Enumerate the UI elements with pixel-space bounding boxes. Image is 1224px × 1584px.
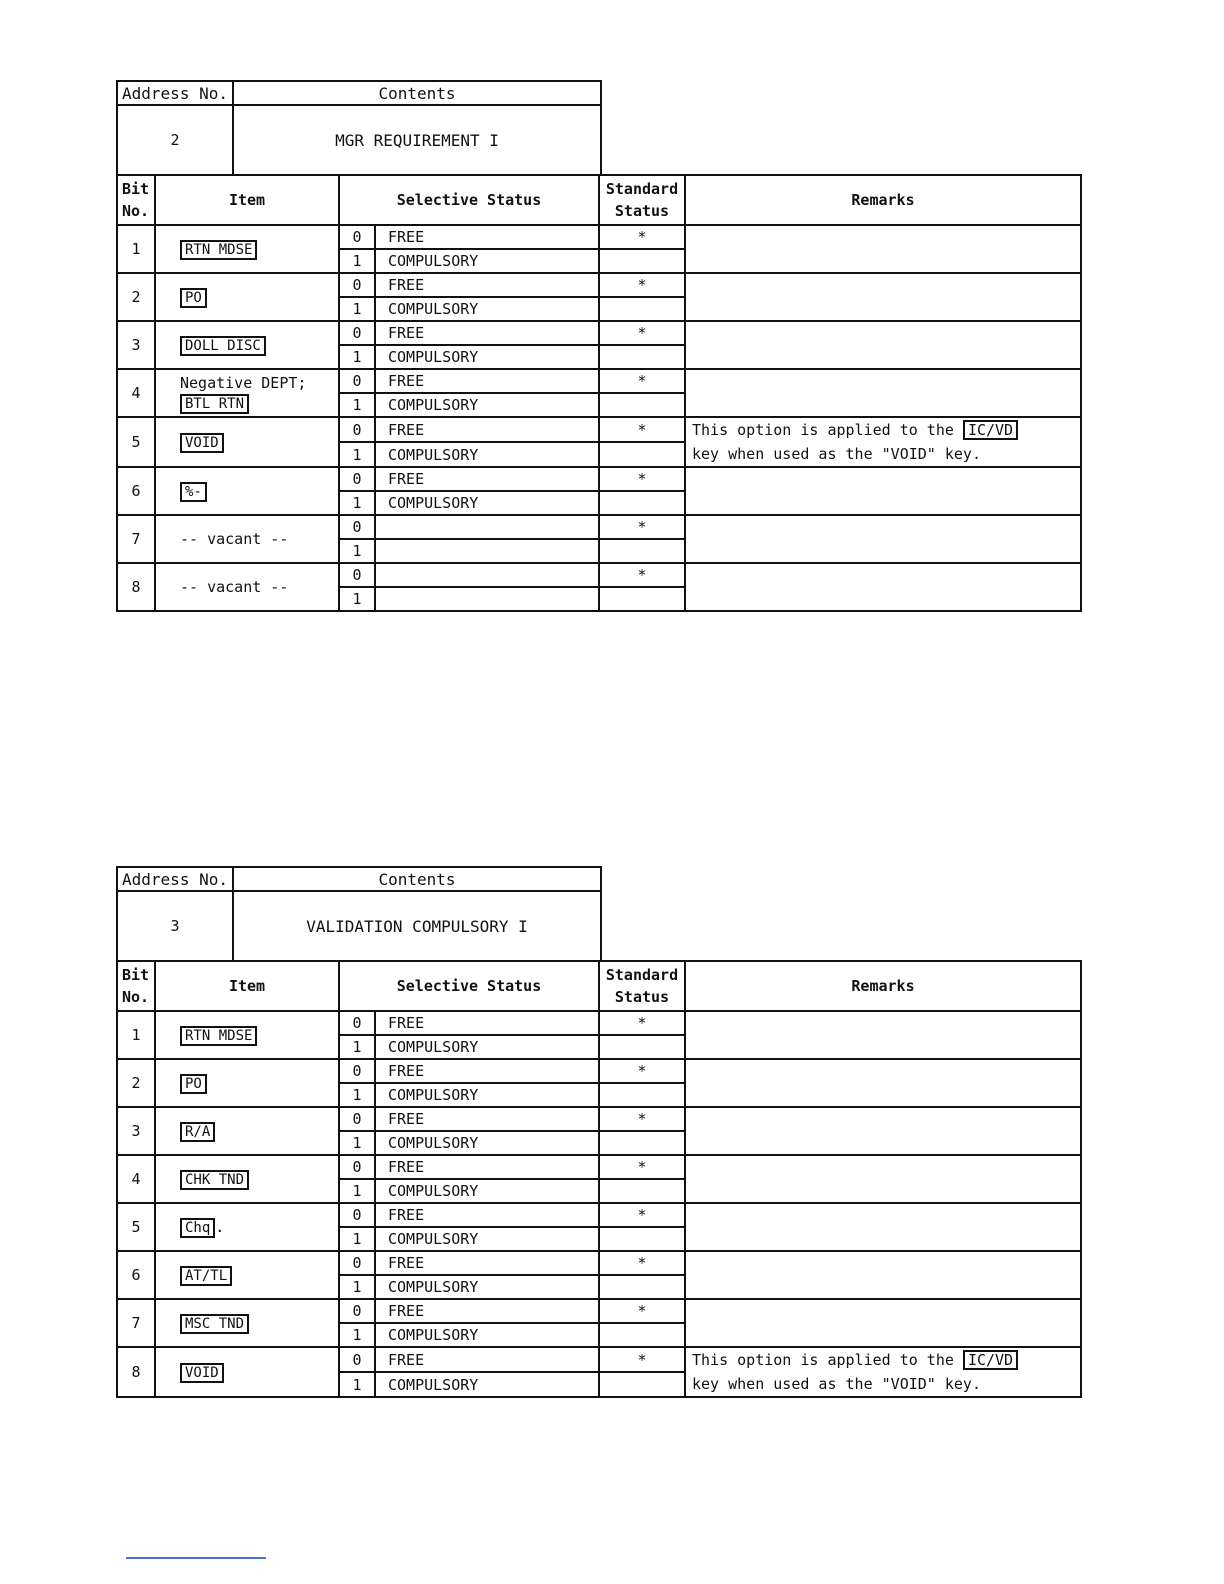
item-cell	[155, 1299, 339, 1347]
status-compulsory: COMPULSORY	[375, 1179, 599, 1203]
status-free: FREE	[375, 1347, 599, 1372]
table-row	[117, 1347, 1081, 1372]
status-compulsory	[375, 587, 599, 611]
remarks-cell	[685, 467, 1081, 515]
item-suffix: .	[215, 1218, 225, 1236]
bit-no-header	[117, 961, 155, 1011]
code-0: 0	[339, 1059, 375, 1083]
code-1: 1	[339, 345, 375, 369]
code-1: 1	[339, 297, 375, 321]
standard-empty	[599, 1275, 685, 1299]
standard-empty	[599, 1323, 685, 1347]
item-cell	[155, 321, 339, 369]
standard-mark: *	[599, 1203, 685, 1227]
bit-number: 3	[117, 1107, 155, 1155]
table-row	[117, 369, 1081, 393]
remark-line2: key when used as the "VOID" key.	[692, 1375, 981, 1393]
code-1: 1	[339, 442, 375, 467]
standard-mark: *	[599, 1107, 685, 1131]
standard-status-header	[599, 175, 685, 225]
contents-label: Contents	[234, 868, 600, 892]
code-0: 0	[339, 563, 375, 587]
item-cell	[155, 1203, 339, 1251]
header-row	[117, 961, 1081, 1011]
bit-number: 2	[117, 1059, 155, 1107]
standard-empty	[599, 1083, 685, 1107]
remarks-cell	[685, 369, 1081, 417]
code-0: 0	[339, 1011, 375, 1035]
table-row	[117, 1203, 1081, 1227]
remark-line1	[692, 418, 1080, 442]
standard-mark: *	[599, 515, 685, 539]
standard-line2: Status	[614, 988, 670, 1006]
standard-line1: Standard	[605, 180, 679, 198]
bit-number: 7	[117, 1299, 155, 1347]
status-free: FREE	[375, 1107, 599, 1131]
remarks-cell	[685, 1299, 1081, 1347]
code-1: 1	[339, 539, 375, 563]
code-1: 1	[339, 491, 375, 515]
bit-number: 8	[117, 563, 155, 611]
code-1: 1	[339, 249, 375, 273]
status-free	[375, 515, 599, 539]
code-1: 1	[339, 1372, 375, 1397]
status-free: FREE	[375, 1011, 599, 1035]
item-header: Item	[155, 961, 339, 1011]
bit-header-line2: No.	[122, 988, 150, 1006]
remarks-cell	[685, 1107, 1081, 1155]
footer-rule	[126, 1557, 266, 1559]
standard-mark: *	[599, 225, 685, 249]
status-compulsory: COMPULSORY	[375, 442, 599, 467]
status-compulsory: COMPULSORY	[375, 1372, 599, 1397]
remarks-header: Remarks	[685, 175, 1081, 225]
status-free: FREE	[375, 321, 599, 345]
standard-empty	[599, 345, 685, 369]
table-row	[117, 1299, 1081, 1323]
bit-no-header	[117, 175, 155, 225]
item-key-box: CHK TND	[180, 1170, 249, 1190]
remarks-cell	[685, 1347, 1081, 1397]
bit-number: 4	[117, 1155, 155, 1203]
status-compulsory: COMPULSORY	[375, 345, 599, 369]
item-cell	[155, 369, 339, 417]
table-row	[117, 273, 1081, 297]
remarks-cell	[685, 1155, 1081, 1203]
item-key-box: AT/TL	[180, 1266, 232, 1286]
selective-status-header: Selective Status	[339, 961, 599, 1011]
standard-mark: *	[599, 1347, 685, 1372]
address-table-3	[116, 866, 1082, 1406]
table-row	[117, 563, 1081, 587]
table-row	[117, 417, 1081, 442]
address-header	[116, 80, 602, 176]
item-cell	[155, 225, 339, 273]
standard-empty	[599, 297, 685, 321]
bit-number: 1	[117, 225, 155, 273]
code-0: 0	[339, 467, 375, 491]
remarks-cell	[685, 515, 1081, 563]
remarks-cell	[685, 1203, 1081, 1251]
table-row	[117, 515, 1081, 539]
standard-line1: Standard	[605, 966, 679, 984]
standard-mark: *	[599, 1011, 685, 1035]
code-0: 0	[339, 273, 375, 297]
standard-mark: *	[599, 369, 685, 393]
standard-mark: *	[599, 1251, 685, 1275]
remark-line2: key when used as the "VOID" key.	[692, 445, 981, 463]
table-row	[117, 1107, 1081, 1131]
status-compulsory: COMPULSORY	[375, 1323, 599, 1347]
item-key-box: %-	[180, 482, 207, 502]
bit-table	[116, 174, 1082, 612]
remarks-header: Remarks	[685, 961, 1081, 1011]
bit-number: 2	[117, 273, 155, 321]
item-cell	[155, 515, 339, 563]
code-0: 0	[339, 321, 375, 345]
item-cell	[155, 563, 339, 611]
item-key-box: PO	[180, 288, 207, 308]
table-row	[117, 467, 1081, 491]
status-free	[375, 563, 599, 587]
standard-empty	[599, 1227, 685, 1251]
table-row	[117, 1251, 1081, 1275]
bit-number: 6	[117, 1251, 155, 1299]
code-1: 1	[339, 1323, 375, 1347]
item-cell	[155, 1251, 339, 1299]
remarks-cell	[685, 1011, 1081, 1059]
bit-number: 8	[117, 1347, 155, 1397]
status-compulsory: COMPULSORY	[375, 1227, 599, 1251]
table-row	[117, 1011, 1081, 1035]
code-1: 1	[339, 393, 375, 417]
remarks-cell	[685, 1251, 1081, 1299]
address-no-label: Address No.	[118, 82, 234, 106]
standard-empty	[599, 1131, 685, 1155]
standard-mark: *	[599, 1059, 685, 1083]
item-cell	[155, 273, 339, 321]
item-key-box: PO	[180, 1074, 207, 1094]
item-label: -- vacant --	[180, 530, 289, 548]
remarks-cell	[685, 563, 1081, 611]
bit-number: 6	[117, 467, 155, 515]
bit-number: 7	[117, 515, 155, 563]
remark-text: This option is applied to the	[692, 421, 954, 439]
code-0: 0	[339, 1107, 375, 1131]
address-number: 2	[118, 106, 234, 174]
code-0: 0	[339, 515, 375, 539]
standard-empty	[599, 539, 685, 563]
standard-empty	[599, 491, 685, 515]
standard-empty	[599, 442, 685, 467]
remarks-cell	[685, 273, 1081, 321]
status-compulsory: COMPULSORY	[375, 1275, 599, 1299]
item-key-box: RTN MDSE	[180, 1026, 257, 1046]
status-compulsory: COMPULSORY	[375, 1131, 599, 1155]
standard-status-header	[599, 961, 685, 1011]
bit-number: 4	[117, 369, 155, 417]
standard-mark: *	[599, 1299, 685, 1323]
address-table-2	[116, 80, 1082, 620]
item-cell	[155, 417, 339, 467]
status-compulsory	[375, 539, 599, 563]
contents-label: Contents	[234, 82, 600, 106]
code-0: 0	[339, 369, 375, 393]
status-free: FREE	[375, 467, 599, 491]
contents-title: VALIDATION COMPULSORY I	[306, 916, 528, 936]
standard-mark: *	[599, 1155, 685, 1179]
code-1: 1	[339, 1275, 375, 1299]
standard-empty	[599, 1179, 685, 1203]
status-free: FREE	[375, 1059, 599, 1083]
code-1: 1	[339, 1083, 375, 1107]
item-cell	[155, 467, 339, 515]
address-header	[116, 866, 602, 962]
item-key-box: BTL RTN	[180, 394, 249, 414]
remarks-cell	[685, 1059, 1081, 1107]
item-key-box: DOLL DISC	[180, 336, 266, 356]
bit-header-line1: Bit	[122, 180, 150, 198]
code-1: 1	[339, 587, 375, 611]
remarks-cell	[685, 225, 1081, 273]
item-label: -- vacant --	[180, 578, 289, 596]
code-1: 1	[339, 1227, 375, 1251]
item-key-box: MSC TND	[180, 1314, 249, 1334]
item-key-box: VOID	[180, 433, 224, 453]
standard-empty	[599, 587, 685, 611]
status-free: FREE	[375, 1299, 599, 1323]
table-row	[117, 1155, 1081, 1179]
status-free: FREE	[375, 225, 599, 249]
item-key-box: Chq	[180, 1218, 215, 1238]
item-cell	[155, 1347, 339, 1397]
item-key-box: R/A	[180, 1122, 215, 1142]
address-number: 3	[118, 892, 234, 960]
table-row	[117, 1059, 1081, 1083]
standard-mark: *	[599, 467, 685, 491]
code-0: 0	[339, 417, 375, 442]
item-label: Negative DEPT;	[180, 373, 307, 392]
status-free: FREE	[375, 273, 599, 297]
bit-number: 1	[117, 1011, 155, 1059]
selective-status-header: Selective Status	[339, 175, 599, 225]
item-key-box: RTN MDSE	[180, 240, 257, 260]
code-1: 1	[339, 1035, 375, 1059]
standard-empty	[599, 393, 685, 417]
status-compulsory: COMPULSORY	[375, 491, 599, 515]
status-free: FREE	[375, 417, 599, 442]
code-0: 0	[339, 1299, 375, 1323]
remark-key-box: IC/VD	[963, 420, 1018, 440]
status-free: FREE	[375, 1251, 599, 1275]
bit-number: 5	[117, 1203, 155, 1251]
remark-line1	[692, 1348, 1080, 1372]
standard-empty	[599, 1035, 685, 1059]
remark-key-box: IC/VD	[963, 1350, 1018, 1370]
item-key-box: VOID	[180, 1363, 224, 1383]
table-row	[117, 321, 1081, 345]
item-cell	[155, 1059, 339, 1107]
standard-mark: *	[599, 563, 685, 587]
status-compulsory: COMPULSORY	[375, 1083, 599, 1107]
standard-empty	[599, 1372, 685, 1397]
standard-line2: Status	[614, 202, 670, 220]
item-cell	[155, 1011, 339, 1059]
contents-title: MGR REQUIREMENT I	[335, 130, 499, 150]
status-compulsory: COMPULSORY	[375, 297, 599, 321]
code-0: 0	[339, 1347, 375, 1372]
bit-header-line2: No.	[122, 202, 150, 220]
standard-mark: *	[599, 321, 685, 345]
status-free: FREE	[375, 369, 599, 393]
address-no-label: Address No.	[118, 868, 234, 892]
status-free: FREE	[375, 1155, 599, 1179]
remarks-cell	[685, 417, 1081, 467]
code-1: 1	[339, 1179, 375, 1203]
code-0: 0	[339, 1203, 375, 1227]
standard-mark: *	[599, 417, 685, 442]
standard-empty	[599, 249, 685, 273]
bit-header-line1: Bit	[122, 966, 150, 984]
remark-text: This option is applied to the	[692, 1351, 954, 1369]
status-compulsory: COMPULSORY	[375, 393, 599, 417]
bit-table	[116, 960, 1082, 1398]
bit-number: 3	[117, 321, 155, 369]
code-0: 0	[339, 1251, 375, 1275]
table-row	[117, 225, 1081, 249]
status-free: FREE	[375, 1203, 599, 1227]
bit-number: 5	[117, 417, 155, 467]
status-compulsory: COMPULSORY	[375, 1035, 599, 1059]
status-compulsory: COMPULSORY	[375, 249, 599, 273]
standard-mark: *	[599, 273, 685, 297]
item-cell	[155, 1155, 339, 1203]
remarks-cell	[685, 321, 1081, 369]
code-0: 0	[339, 1155, 375, 1179]
item-cell	[155, 1107, 339, 1155]
item-header: Item	[155, 175, 339, 225]
code-1: 1	[339, 1131, 375, 1155]
code-0: 0	[339, 225, 375, 249]
header-row	[117, 175, 1081, 225]
